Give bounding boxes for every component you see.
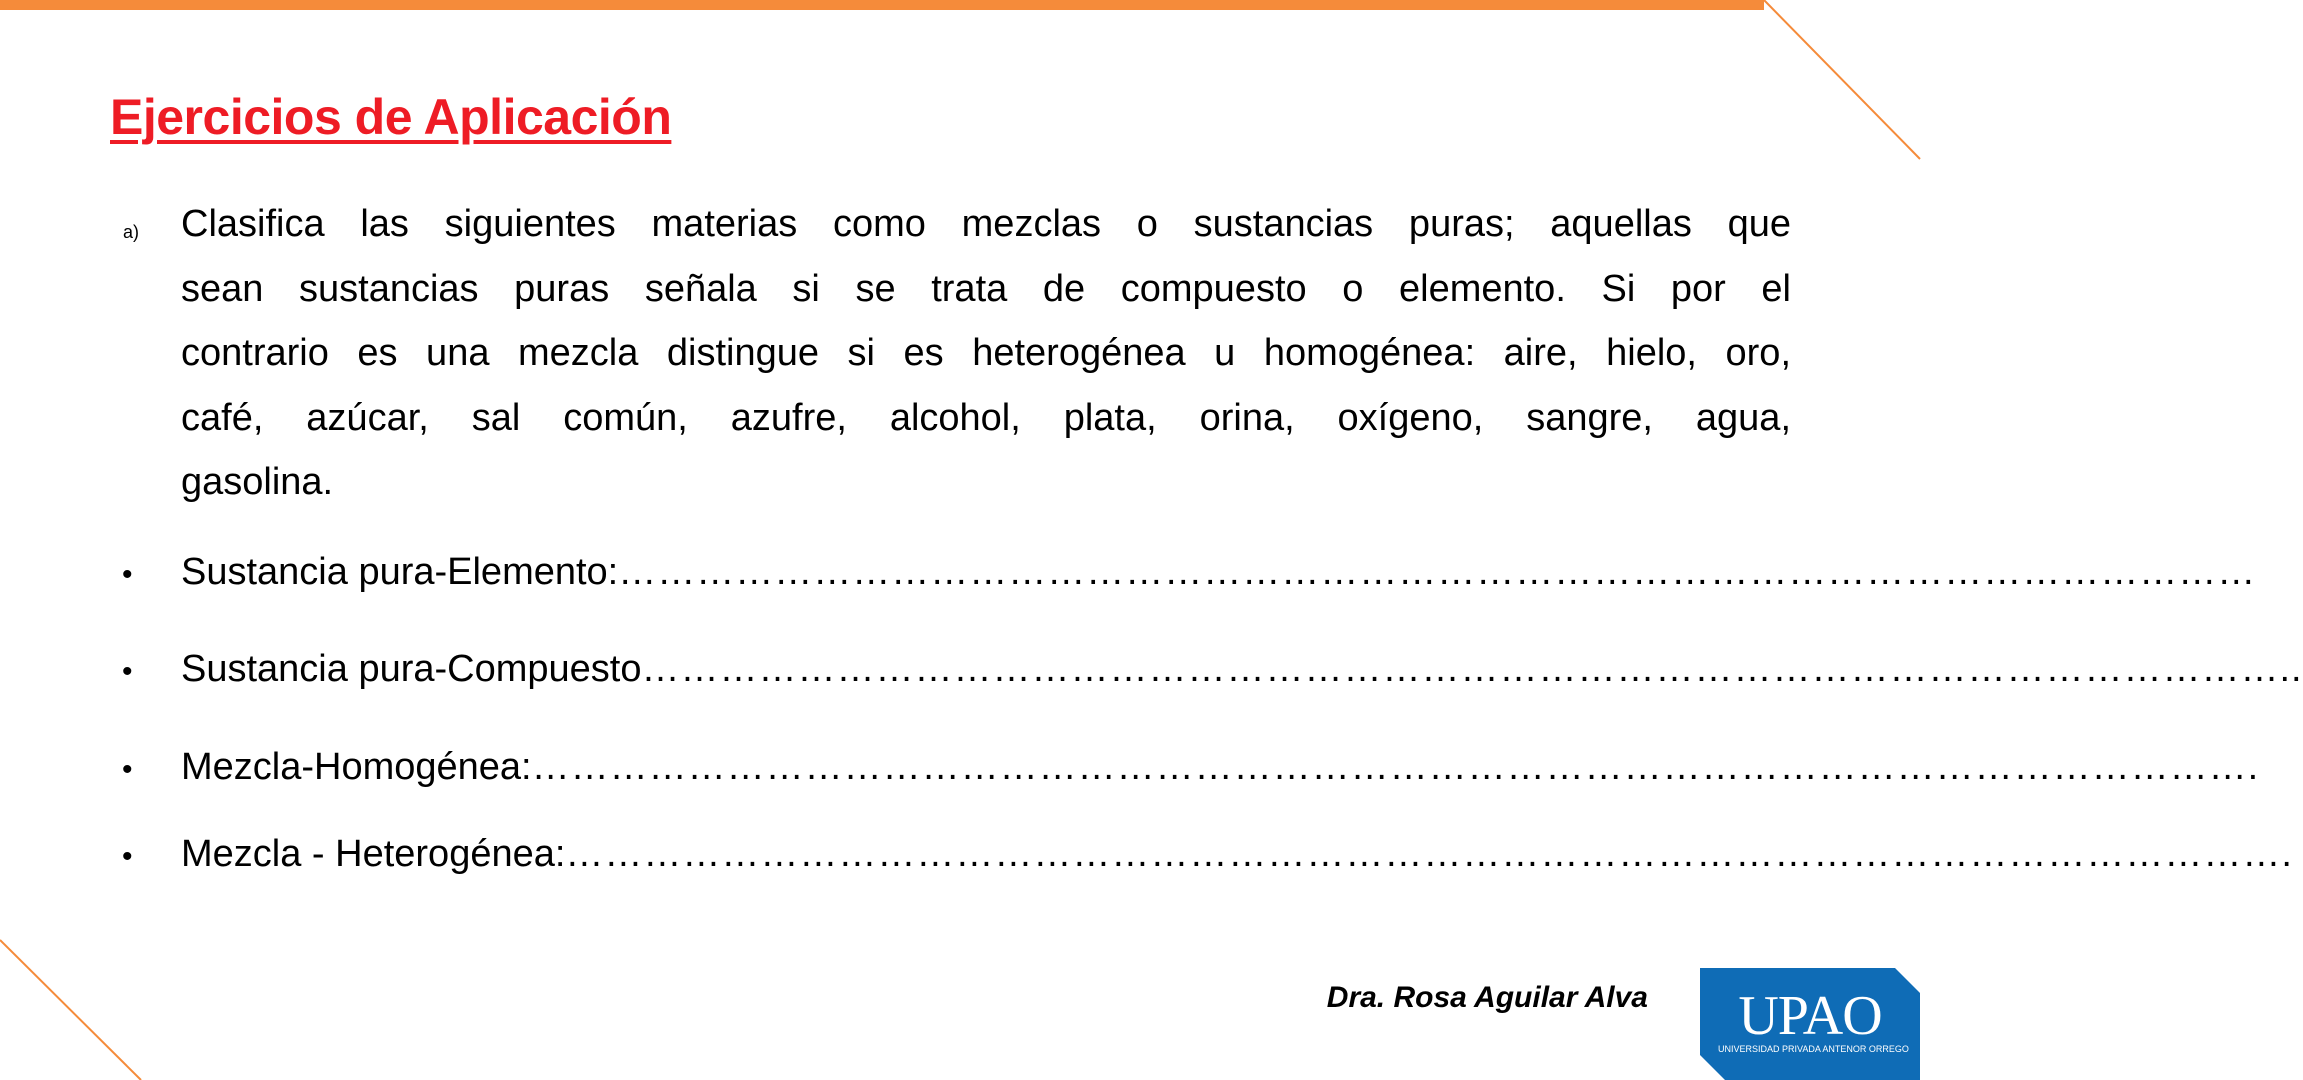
answer-blank: ………………………………………………………………………………………………………………	[618, 551, 2257, 593]
exercise-line: contrario es una mezcla distingue si es heterogénea u homogénea: aire, hielo, oro,	[181, 332, 1791, 374]
logo-subtitle: UNIVERSIDAD PRIVADA ANTENOR ORREGO	[1718, 1044, 1909, 1054]
answer-label: Sustancia pura-Elemento:	[181, 551, 619, 593]
author-name: Dra. Rosa Aguilar Alva	[1326, 981, 1648, 1014]
answer-item-elemento	[122, 551, 2257, 594]
answer-blank: …………………………………………………………………………………………………………………….	[531, 746, 2260, 788]
exercise-line: sean sustancias puras señala si se trata de compuesto o elemento. Si por el	[181, 267, 1791, 310]
answer-label: Mezcla-Homogénea:	[181, 746, 532, 788]
answer-label: Mezcla - Heterogénea:	[181, 833, 566, 875]
answer-item-heterogenea	[122, 833, 2293, 876]
bullet-icon: •	[122, 753, 133, 786]
logo-wordmark: UPAO	[1738, 985, 1882, 1047]
answer-blank: ………………………………………………………………………………………………………………..	[641, 648, 2303, 690]
exercise-marker: a)	[123, 222, 140, 242]
bullet-icon: •	[122, 840, 133, 873]
slide-title: Ejercicios de Aplicación	[110, 89, 672, 145]
exercise-line: gasolina.	[181, 461, 334, 503]
bullet-icon: •	[122, 558, 133, 591]
answer-item-compuesto	[122, 648, 2303, 691]
answer-item-homogenea	[122, 746, 2260, 789]
bottom-left-diagonal	[0, 940, 141, 1080]
answer-label: Sustancia pura-Compuesto	[181, 648, 642, 690]
answer-blank: …………………………………………………………………………………………………………………….	[565, 833, 2293, 875]
top-right-diagonal	[1764, 0, 1920, 159]
exercise-line: Clasifica las siguientes materias como mezclas o sustancias puras; aquellas que	[181, 203, 1791, 245]
exercise-text	[181, 198, 1791, 521]
exercise-line: café, azúcar, sal común, azufre, alcohol, plata, orina, oxígeno, sangre, agua,	[181, 396, 1791, 439]
bullet-icon: •	[122, 655, 133, 688]
